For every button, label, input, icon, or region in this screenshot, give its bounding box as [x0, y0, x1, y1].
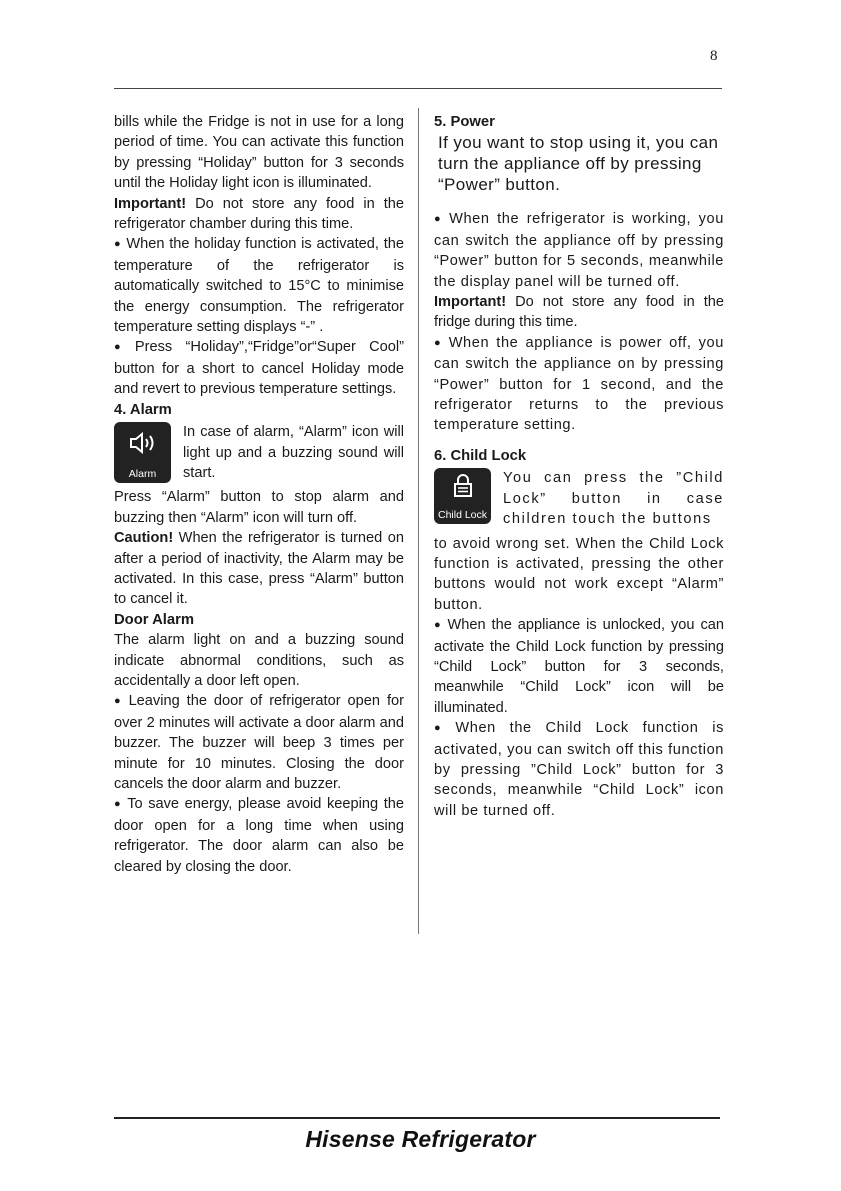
caution-paragraph: [114, 528, 404, 610]
holiday-continued-paragraph: bills while the Fridge is not in use for a long period of time. You can activate this function by pressing “Holiday” button for 3 seconds until the Holiday light icon is illuminated.: [114, 114, 404, 192]
child-lock-paragraph-2: ● When the appliance is unlocked, you can activate the Child Lock function by pressing “Child Lock” button for 3 seconds, meanwhile “Child Lock” icon will be illuminated.: [434, 615, 724, 718]
page-number: 8: [710, 48, 718, 64]
door-alarm-heading: Door Alarm: [114, 611, 195, 628]
power-important-label: Important!: [434, 294, 507, 311]
door-alarm-paragraph-3: ● To save energy, please avoid keeping the door open for a long time when using refrigerator. The door alarm can also be cleared by closing the door.: [114, 794, 404, 877]
holiday-important-paragraph: [114, 194, 404, 235]
power-paragraph-2: ● When the appliance is power off, you can switch the appliance on by pressing “Power” button for 1 second, and the refrigerator returns to the previous temperature setting.: [434, 333, 724, 436]
speaker-icon: [128, 431, 158, 455]
alarm-heading: 4. Alarm: [114, 401, 172, 418]
power-important-text: Do not store any food in the fridge during this time.: [434, 294, 724, 331]
door-alarm-paragraph-1: The alarm light on and a buzzing sound indicate abnormal conditions, such as accidentally a door left open.: [114, 632, 404, 689]
alarm-icon: [114, 422, 171, 483]
child-lock-paragraph-1: to avoid wrong set. When the Child Lock function is activated, pressing the other buttons would not work except “Alarm” button.: [434, 535, 724, 613]
alarm-stop-paragraph: Press “Alarm” button to stop alarm and buzzing then “Alarm” icon will turn off.: [114, 489, 404, 526]
child-lock-paragraph-3: ● When the Child Lock function is activated, you can switch off this function by pressing ”Child Lock” button for 3 seconds, meanwhile “Child Lock” icon will be turned off.: [434, 718, 724, 821]
caution-label: Caution!: [114, 530, 174, 547]
child-lock-heading: 6. Child Lock: [434, 447, 527, 464]
holiday-cancel-paragraph: ● Press “Holiday”,“Fridge”or“Super Cool” button for a short to cancel Holiday mode and revert to previous temperature settings.: [114, 337, 404, 399]
top-rule: [114, 88, 722, 89]
door-alarm-paragraph-2: ● Leaving the door of refrigerator open for over 2 minutes will activate a door alarm and buzzer. The buzzer will beep 3 times per minute for 10 minutes. Closing the door cancels the door alarm and buzzer.: [114, 691, 404, 794]
power-important-paragraph: [434, 292, 724, 333]
caution-text: When the refrigerator is turned on after a period of inactivity, the Alarm may be activated. In this case, press “Alarm” button to cancel it.: [114, 530, 404, 608]
alarm-icon-row: [114, 422, 404, 483]
power-paragraph-1: ● When the refrigerator is working, you can switch the appliance off by pressing “Power” button for 5 seconds, meanwhile the display panel will be turned off.: [434, 209, 724, 292]
holiday-activated-paragraph: ● When the holiday function is activated, the temperature of the refrigerator is automatically switched to 15°C to minimise the energy consumption. The refrigerator temperature setting displays “-” .: [114, 234, 404, 337]
child-lock-icon-caption: Child Lock: [437, 509, 488, 522]
bottom-rule: [114, 1117, 720, 1119]
child-lock-icon-row: [434, 468, 724, 529]
left-column: [114, 112, 404, 877]
important-label: Important!: [114, 195, 187, 212]
right-column: [434, 112, 724, 821]
child-lock-intro: You can press the ”Child Lock” button in case children touch the buttons: [503, 470, 724, 528]
column-divider: [418, 108, 419, 934]
power-heading: 5. Power: [434, 114, 495, 130]
lock-icon: [452, 473, 474, 499]
child-lock-icon: [434, 468, 491, 524]
alarm-icon-caption: Alarm: [128, 468, 157, 481]
alarm-intro: In case of alarm, “Alarm” icon will light up and a buzzing sound will start.: [183, 424, 404, 481]
power-lead: If you want to stop using it, you can turn the appliance off by pressing “Power” button.: [438, 133, 719, 195]
footer-brand: Hisense Refrigerator: [305, 1126, 536, 1152]
important-text: Do not store any food in the refrigerator chamber during this time.: [114, 195, 404, 233]
